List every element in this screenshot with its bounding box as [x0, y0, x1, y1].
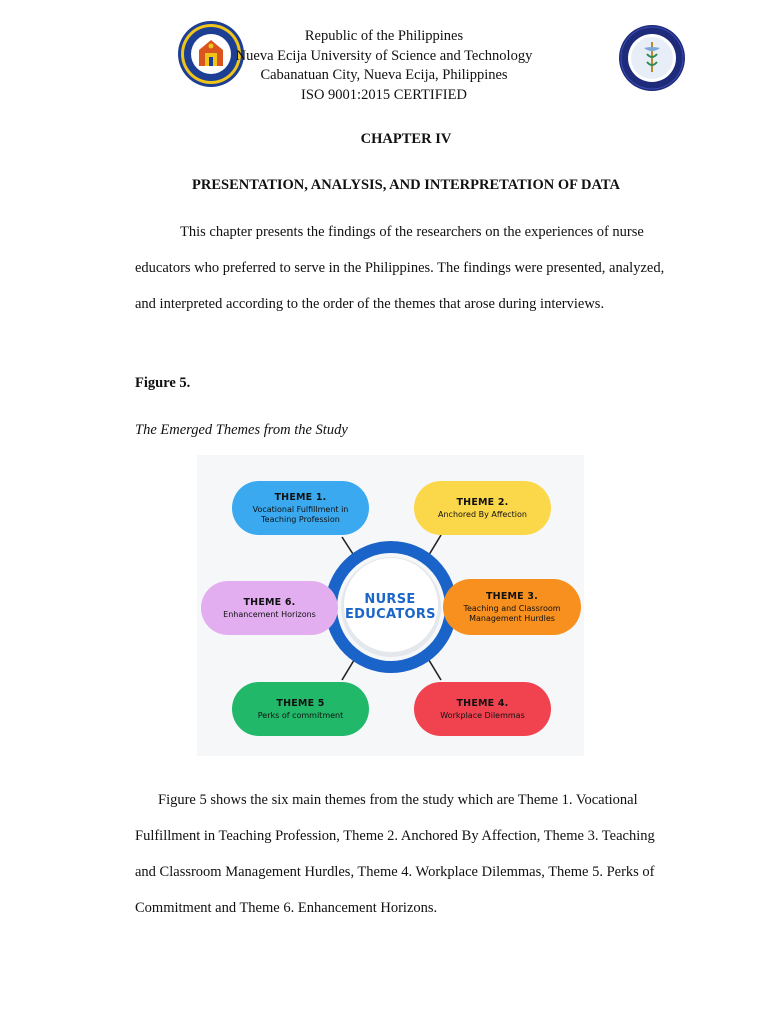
section-title: PRESENTATION, ANALYSIS, AND INTERPRETATION OF DATA [192, 177, 620, 193]
themes-diagram [197, 455, 584, 756]
theme-2-pill: THEME 2. Anchored By Affection [414, 481, 551, 535]
header-location: Cabanatuan City, Nueva Ecija, Philippines [260, 67, 508, 83]
theme-5-pill: THEME 5 Perks of commitment [232, 682, 369, 736]
intro-paragraph: This chapter presents the findings of the researchers on the experiences of nurse educators who preferred to serve in the Philippines. The findings were presented, analyzed, and interpreted according to the order of the themes that arose during interviews. [135, 224, 665, 312]
theme-3-pill: THEME 3. Teaching and Classroom Management Hurdles [443, 579, 581, 635]
header-iso: ISO 9001:2015 CERTIFIED [301, 86, 467, 103]
theme-4-pill: THEME 4. Workplace Dilemmas [414, 682, 551, 736]
header-university: Nueva Ecija University of Science and Technology [235, 47, 533, 64]
discussion-paragraph: Figure 5 shows the six main themes from the study which are Theme 1. Vocational Fulfillment in Teaching Profession, Theme 2. Anchored By Affection, Theme 3. Teaching and Classroom Management Hurdles, Theme 4. Workplace Dilemmas, Theme 5. Perks of Commitment and Theme 6. Enhancement Horizons. [135, 792, 655, 916]
theme-1-pill: THEME 1. Vocational Fulfillment in Teaching Profession [232, 481, 369, 535]
figure-caption: The Emerged Themes from the Study [135, 422, 348, 438]
figure-label: Figure 5. [135, 375, 191, 391]
chapter-heading: CHAPTER IV [360, 131, 452, 147]
theme-6-pill: THEME 6. Enhancement Horizons [201, 581, 338, 635]
center-label: NURSE EDUCATORS [345, 592, 436, 622]
institution-header [0, 27, 768, 105]
header-republic: Republic of the Philippines [304, 28, 464, 44]
